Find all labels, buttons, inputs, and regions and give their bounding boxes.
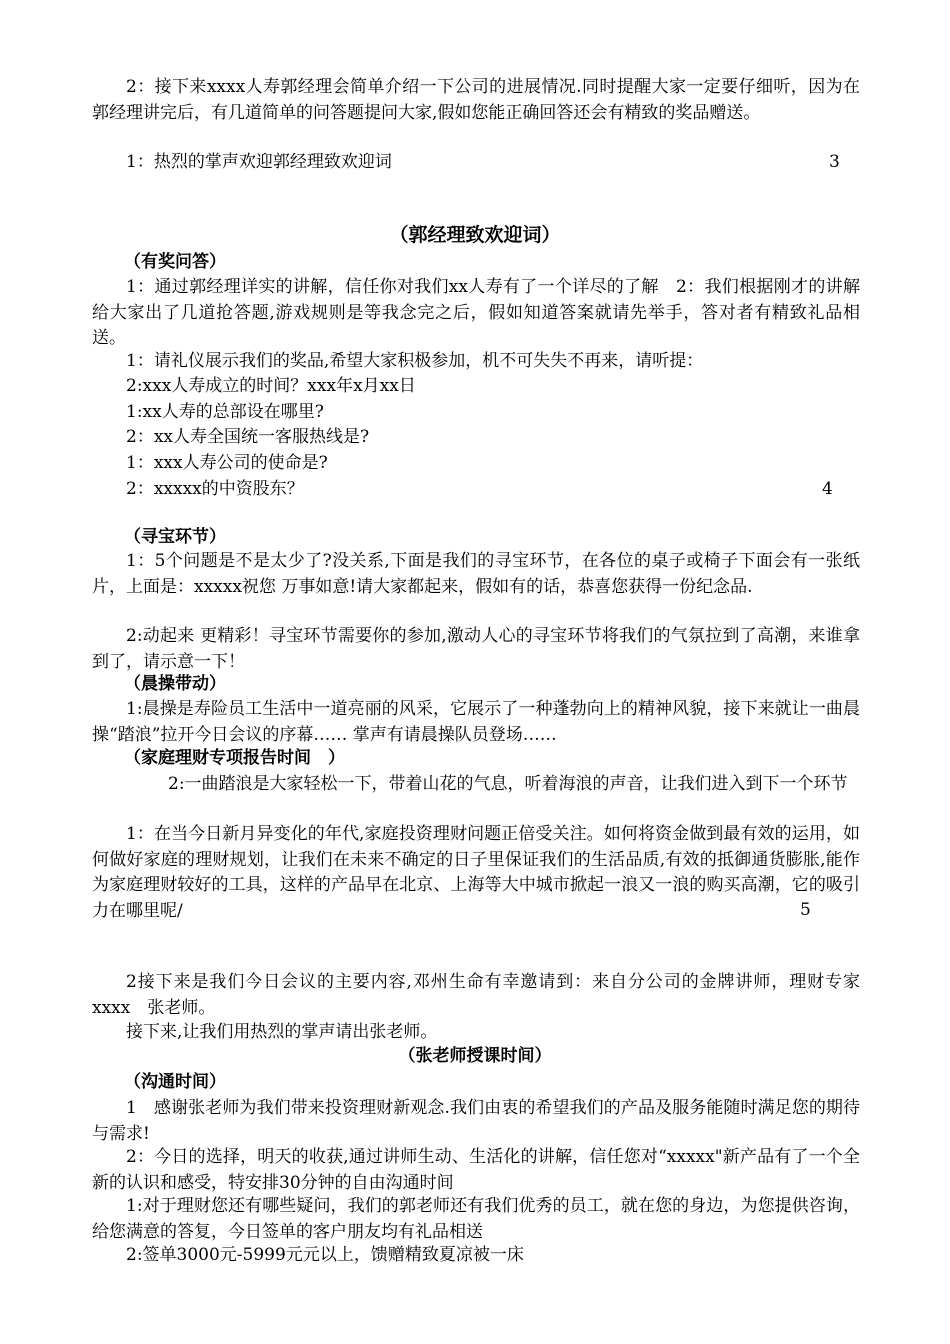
paragraph-speaker: 2接下来是我们今日会议的主要内容,邓州生命有幸邀请到：来自分公司的金牌讲师，理财专家xxxx 张老师。	[92, 972, 860, 1018]
quiz-line: 1：请礼仪展示我们的奖品,希望大家积极参加，机不可失失不再来，请听提：	[126, 351, 704, 371]
paragraph-choice: 2：今日的选择，明天的收获,通过讲师生动、生活化的讲解，信任您对“xxxxx"新产品有了一个全新的认识和感受，特安排30分钟的自由沟通时间	[92, 1147, 860, 1193]
paragraph-welcome: 1：热烈的掌声欢迎郭经理致欢迎词	[126, 152, 392, 172]
page-number: 3	[829, 152, 840, 172]
section-heading: （有奖问答）	[124, 252, 226, 272]
quiz-line: 2：xxxxx的中资股东？	[126, 479, 304, 499]
quiz-line: 1：xxx人寿公司的使命是?	[126, 453, 328, 473]
paragraph-treasure-2: 2:动起来 更精彩！寻宝环节需要你的参加,激动人心的寻宝环节将我们的气氛拉到了高潮，来谁拿到了，请示意一下！	[92, 626, 860, 672]
section-heading: （晨操带动）	[124, 674, 226, 694]
section-heading: （沟通时间）	[124, 1072, 226, 1092]
section-heading: （寻宝环节）	[124, 527, 226, 547]
paragraph-consult: 1:对于理财您还有哪些疑问，我们的郭老师还有我们优秀的员工，就在您的身边，为您提供咨询，给您满意的答复，今日签单的客户朋友均有礼品相送	[92, 1196, 860, 1242]
quiz-line: 2:xxx人寿成立的时间？xxx年x月xx日	[126, 376, 416, 396]
section-title: （郭经理致欢迎词）	[389, 224, 561, 246]
paragraph-treasure: 1：5个问题是不是太少了?没关系,下面是我们的寻宝环节，在各位的桌子或椅子下面会有一张纸片，上面是：xxxxx祝您 万事如意!请大家都起来，假如有的话，恭喜您获得一份纪念品.	[92, 551, 860, 597]
paragraph-intro: 2：接下来xxxx人寿郭经理会简单介绍一下公司的进展情况.同时提醒大家一定要仔细听，因为在郭经理讲完后，有几道简单的问答题提问大家,假如您能正确回答还会有精致的奖品赠送。	[92, 77, 860, 123]
paragraph-quiz-intro: 1：通过郭经理详实的讲解，信任你对我们xx人寿有了一个详尽的了解 2：我们根据刚才的讲解给大家出了几道抢答题,游戏规则是等我念完之后，假如知道答案就请先举手，答对者有精致礼品相送。	[92, 277, 860, 348]
paragraph-morning-exercise: 1:晨操是寿险员工生活中一道亮丽的风采，它展示了一种蓬勃向上的精神风貌，接下来就让一曲晨操“踏浪”拉开今日会议的序幕…… 掌声有请晨操队员登场……	[92, 699, 860, 745]
paragraph-thanks: 1 感谢张老师为我们带来投资理财新观念.我们由衷的希望我们的产品及服务能随时满足您的期待与需求!	[92, 1098, 860, 1144]
section-heading: （家庭理财专项报告时间 ）	[124, 748, 345, 768]
paragraph-gift: 2:签单3000元-5999元元以上，馈赠精致夏凉被一床	[126, 1245, 524, 1265]
quiz-line: 1:xx人寿的总部设在哪里?	[126, 402, 324, 422]
paragraph-applause: 接下来,让我们用热烈的掌声请出张老师。	[126, 1022, 438, 1042]
quiz-line: 2：xx人寿全国统一客服热线是?	[126, 427, 370, 447]
paragraph-transition: 2:一曲踏浪是大家轻松一下，带着山花的气息，听着海浪的声音，让我们进入到下一个环节	[168, 774, 848, 794]
paragraph-finance: 1：在当今日新月异变化的年代,家庭投资理财问题正倍受关注。如何将资金做到最有效的运用，如何做好家庭的理财规划，让我们在未来不确定的日子里保证我们的生活品质,有效的抵御通货膨胀,能作为家庭理财较好的工具，这样的产品早在北京、上海等大中城市掀起一浪又一浪的购买高潮，它的吸引力在哪里呢/	[92, 824, 860, 921]
page-number: 4	[822, 479, 833, 499]
section-title: （张老师授课时间）	[398, 1046, 552, 1066]
page-number: 5	[800, 900, 811, 920]
